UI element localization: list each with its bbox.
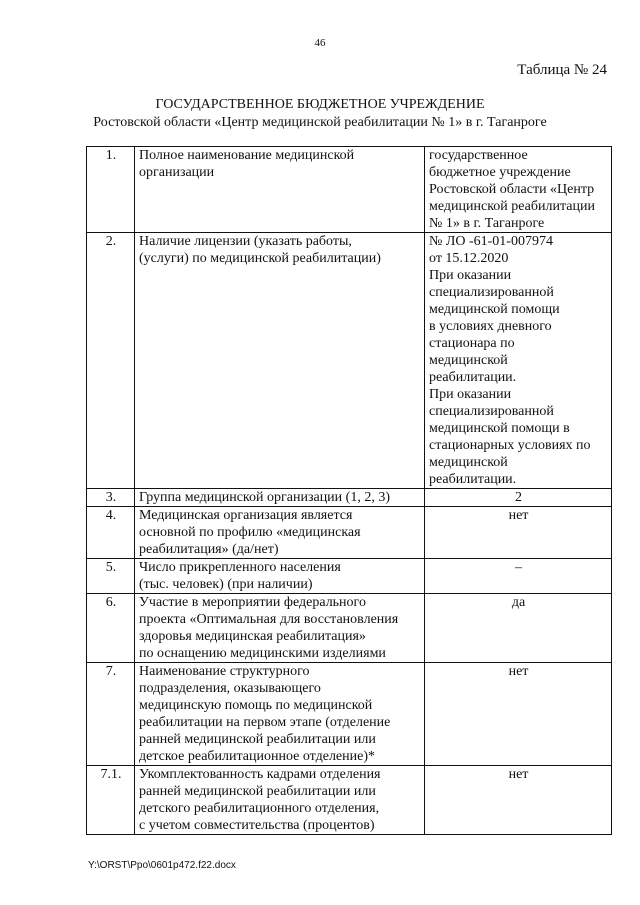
label-line: основной по профилю «медицинская — [139, 525, 361, 540]
row-number: 3. — [87, 489, 135, 507]
label-line: Наименование структурного — [139, 664, 310, 679]
value-line: реабилитации. — [429, 472, 517, 487]
value-line: нет — [508, 664, 529, 679]
document-title: ГОСУДАРСТВЕННОЕ БЮДЖЕТНОЕ УЧРЕЖДЕНИЕ — [155, 97, 485, 112]
value-line: нет — [508, 767, 529, 782]
label-line: реабилитация» (да/нет) — [139, 542, 279, 557]
table-row — [87, 507, 612, 559]
value-line: стационарных условиях по — [429, 438, 591, 453]
value-line: При оказании — [429, 387, 512, 402]
value-line: стационара по — [429, 336, 515, 351]
page-number: 46 — [314, 37, 326, 49]
label-line: детского реабилитационного отделения, — [139, 801, 380, 816]
table-row — [87, 594, 612, 663]
table-row — [87, 147, 612, 233]
value-line: бюджетное учреждение — [429, 165, 571, 180]
value-line: специализированной — [429, 404, 554, 419]
table-row — [87, 489, 612, 507]
row-number: 5. — [87, 559, 135, 594]
label-line: Группа медицинской организации (1, 2, 3) — [139, 490, 390, 505]
file-path-footer: Y:\ORST\Ppo\0601p472.f22.docx — [88, 860, 236, 871]
table-row — [87, 559, 612, 594]
row-number: 1. — [87, 147, 135, 233]
row-label — [135, 594, 425, 663]
value-line: медицинской — [429, 353, 508, 368]
row-label — [135, 147, 425, 233]
table-row — [87, 663, 612, 766]
value-line: в условиях дневного — [429, 319, 552, 334]
label-line: организации — [139, 165, 215, 180]
row-label — [135, 663, 425, 766]
value-line: медицинской помощи в — [429, 421, 570, 436]
label-line: (тыс. человек) (при наличии) — [139, 577, 313, 592]
row-label — [135, 233, 425, 489]
label-line: (услуги) по медицинской реабилитации) — [139, 251, 381, 266]
value-line: № ЛО -61-01-007974 — [429, 234, 553, 249]
label-line: Укомплектованность кадрами отделения — [139, 767, 381, 782]
label-line: по оснащению медицинскими изделиями — [139, 646, 386, 661]
value-line: № 1» в г. Таганроге — [429, 216, 545, 231]
label-line: Число прикрепленного населения — [139, 560, 341, 575]
value-line: специализированной — [429, 285, 554, 300]
row-number: 4. — [87, 507, 135, 559]
value-line: государственное — [429, 148, 528, 163]
table-caption: Таблица № 24 — [517, 62, 607, 78]
row-label — [135, 489, 425, 507]
value-line: реабилитации. — [429, 370, 517, 385]
label-line: подразделения, оказывающего — [139, 681, 321, 696]
label-line: реабилитации на первом этапе (отделение — [139, 715, 391, 730]
value-line: медицинской помощи — [429, 302, 560, 317]
label-line: медицинскую помощь по медицинской — [139, 698, 373, 713]
row-value — [425, 147, 612, 233]
row-label — [135, 507, 425, 559]
value-line: – — [515, 560, 522, 575]
label-line: ранней медицинской реабилитации или — [139, 784, 376, 799]
row-number: 6. — [87, 594, 135, 663]
row-number: 2. — [87, 233, 135, 489]
row-value — [425, 233, 612, 489]
table-row — [87, 233, 612, 489]
row-value — [425, 663, 612, 766]
row-number: 7.1. — [87, 766, 135, 835]
organization-info-table — [86, 146, 612, 835]
value-line: При оказании — [429, 268, 512, 283]
row-number: 7. — [87, 663, 135, 766]
value-line: от 15.12.2020 — [429, 251, 509, 266]
document-subtitle: Ростовской области «Центр медицинской реабилитации № 1» в г. Таганроге — [93, 115, 547, 130]
row-value — [425, 766, 612, 835]
row-value — [425, 507, 612, 559]
label-line: с учетом совместительства (процентов) — [139, 818, 375, 833]
value-line: 2 — [515, 490, 522, 505]
value-line: нет — [508, 508, 529, 523]
row-value — [425, 594, 612, 663]
value-line: Ростовской области «Центр — [429, 182, 595, 197]
table-row — [87, 766, 612, 835]
value-line: медицинской реабилитации — [429, 199, 595, 214]
row-value — [425, 559, 612, 594]
label-line: Медицинская организация является — [139, 508, 353, 523]
label-line: здоровья медицинская реабилитация» — [139, 629, 366, 644]
value-line: медицинской — [429, 455, 508, 470]
value-line: да — [511, 595, 526, 610]
label-line: Полное наименование медицинской — [139, 148, 355, 163]
label-line: ранней медицинской реабилитации или — [139, 732, 376, 747]
row-label — [135, 766, 425, 835]
row-label — [135, 559, 425, 594]
label-line: Наличие лицензии (указать работы, — [139, 234, 352, 249]
label-line: детское реабилитационное отделение)* — [139, 749, 376, 764]
label-line: Участие в мероприятии федерального — [139, 595, 366, 610]
row-value — [425, 489, 612, 507]
label-line: проекта «Оптимальная для восстановления — [139, 612, 399, 627]
